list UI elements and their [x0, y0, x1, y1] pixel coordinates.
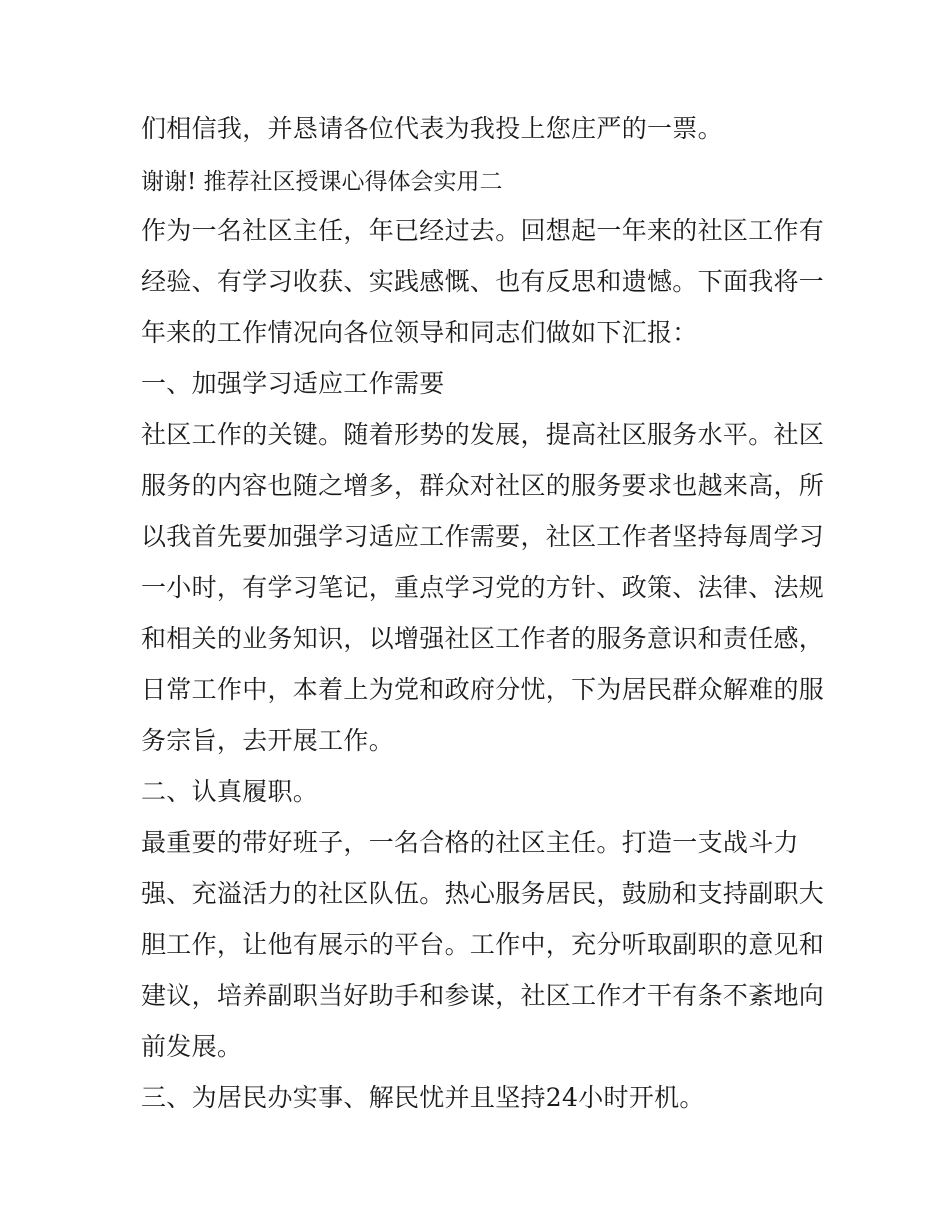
body-text-line: 经验、有学习收获、实践感慨、也有反思和遗憾。下面我将一 — [141, 267, 825, 296]
section-heading-1: 一、加强学习适应工作需要 — [141, 369, 445, 398]
body-text-line: 服务的内容也随之增多，群众对社区的服务要求也越来高，所 — [141, 471, 825, 500]
body-text-line: 务宗旨，去开展工作。 — [141, 726, 395, 755]
body-text-line: 前发展。 — [141, 1032, 243, 1061]
section-heading-2: 二、认真履职。 — [141, 777, 319, 806]
body-text-line: 一小时，有学习笔记，重点学习党的方针、政策、法律、法规 — [141, 573, 825, 602]
body-text-line: 作为一名社区主任，年已经过去。回想起一年来的社区工作有 — [141, 216, 825, 245]
body-text-line: 社区工作的关键。随着形势的发展，提高社区服务水平。社区 — [141, 420, 825, 449]
body-text-line: 日常工作中，本着上为党和政府分忧，下为居民群众解难的服 — [141, 675, 825, 704]
body-text-line: 和相关的业务知识，以增强社区工作者的服务意识和责任感， — [141, 624, 825, 653]
body-text-line: 建议，培养副职当好助手和参谋，社区工作才干有条不紊地向 — [141, 981, 825, 1010]
body-text-line: 最重要的带好班子，一名合格的社区主任。打造一支战斗力 — [141, 828, 799, 857]
body-text-line: 年来的工作情况向各位领导和同志们做如下汇报： — [141, 318, 698, 347]
body-text-line: 胆工作，让他有展示的平台。工作中，充分听取副职的意见和 — [141, 930, 825, 959]
section-heading-3: 三、为居民办实事、解民忧并且坚持24小时开机。 — [141, 1083, 705, 1112]
body-text-line: 们相信我，并恳请各位代表为我投上您庄严的一票。 — [141, 114, 723, 143]
section-title: 谢谢! 推荐社区授课心得体会实用二 — [141, 169, 503, 195]
body-text-line: 以我首先要加强学习适应工作需要，社区工作者坚持每周学习 — [141, 522, 825, 551]
body-text-line: 强、充溢活力的社区队伍。热心服务居民，鼓励和支持副职大 — [141, 879, 825, 908]
